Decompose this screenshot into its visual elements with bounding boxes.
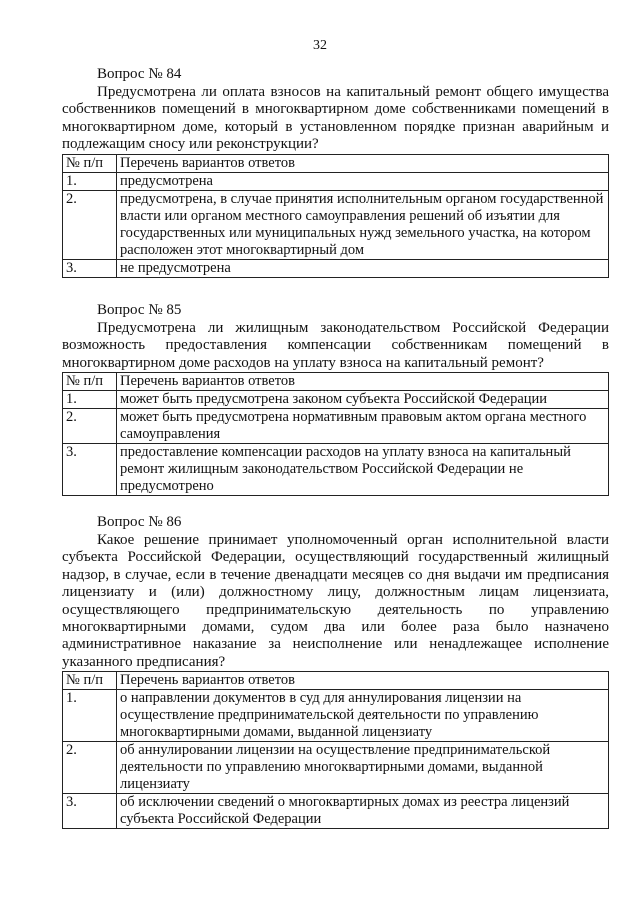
question-85 [62,302,609,496]
answer-text: об аннулировании лицензии на осуществление предпринимательской деятельности по управлению многоквартирными домами, выданной лицензиату [117,742,609,794]
answer-num: 2. [63,190,117,259]
answer-text: предусмотрена, в случае принятия исполнительным органом государственной власти или органом местного самоуправления решений об изъятии для государственных или муниципальных нужд земельного участка, на котором расположен этот многоквартирный дом [117,190,609,259]
question-title: Вопрос № 86 [97,514,182,530]
table-row [63,742,609,794]
table-header-row [63,672,609,690]
question-text: Предусмотрена ли жилищным законодательством Российской Федерации возможность предоставления компенсации собственникам помещений в многоквартирном доме расходов на уплату взноса на капитальный ремонт? [62,320,609,371]
table-row [63,391,609,409]
table-row [63,409,609,444]
header-variants: Перечень вариантов ответов [117,373,609,391]
answer-num: 3. [63,444,117,496]
answer-text: о направлении документов в суд для аннулирования лицензии на осуществление предпринимательской деятельности по управлению многоквартирными домами, выданной лицензиату [117,690,609,742]
answer-num: 2. [63,409,117,444]
table-header-row [63,373,609,391]
answer-num: 3. [63,259,117,277]
answer-text: предусмотрена [117,172,609,190]
header-num: № п/п [63,373,117,391]
table-row [63,690,609,742]
question-text: Предусмотрена ли оплата взносов на капитальный ремонт общего имущества собственников помещений в многоквартирном доме собственниками помещений в многоквартирном доме, который в установленном порядке признан аварийным и подлежащим сносу или реконструкции? [62,84,609,153]
table-row [63,172,609,190]
answer-num: 1. [63,391,117,409]
question-text: Какое решение принимает уполномоченный орган исполнительной власти субъекта Российской Федерации, осуществляющий государственный жилищный надзор, в случае, если в течение двенадцати месяцев со дня выдачи им предписания лицензиату и (или) должностному лицу, должностным лицам лицензиата, осуществляющего предпринимательскую деятельность по управлению многоквартирными домами, судом два или более раза было назначено административное наказание за неисполнение или ненадлежащее исполнение указанного предписания? [62,532,609,670]
answer-text: может быть предусмотрена нормативным правовым актом органа местного самоуправления [117,409,609,444]
table-row [63,444,609,496]
header-num: № п/п [63,672,117,690]
table-row [63,190,609,259]
answer-text: предоставление компенсации расходов на уплату взноса на капитальный ремонт жилищным законодательством Российской Федерации не предусмотрено [117,444,609,496]
question-84 [62,66,609,278]
answer-text: не предусмотрена [117,259,609,277]
question-title: Вопрос № 84 [97,66,182,82]
header-variants: Перечень вариантов ответов [117,154,609,172]
answer-text: может быть предусмотрена законом субъекта Российской Федерации [117,391,609,409]
answer-num: 2. [63,742,117,794]
table-row [63,259,609,277]
page-number: 32 [313,38,327,53]
answer-num: 1. [63,172,117,190]
question-title: Вопрос № 85 [97,302,182,318]
header-num: № п/п [63,154,117,172]
answer-text: об исключении сведений о многоквартирных домах из реестра лицензий субъекта Российской Федерации [117,794,609,829]
question-86 [62,514,609,829]
answer-num: 1. [63,690,117,742]
table-row [63,794,609,829]
header-variants: Перечень вариантов ответов [117,672,609,690]
answers-table [62,154,609,278]
table-header-row [63,154,609,172]
answers-table [62,671,609,829]
answers-table [62,372,609,496]
answer-num: 3. [63,794,117,829]
